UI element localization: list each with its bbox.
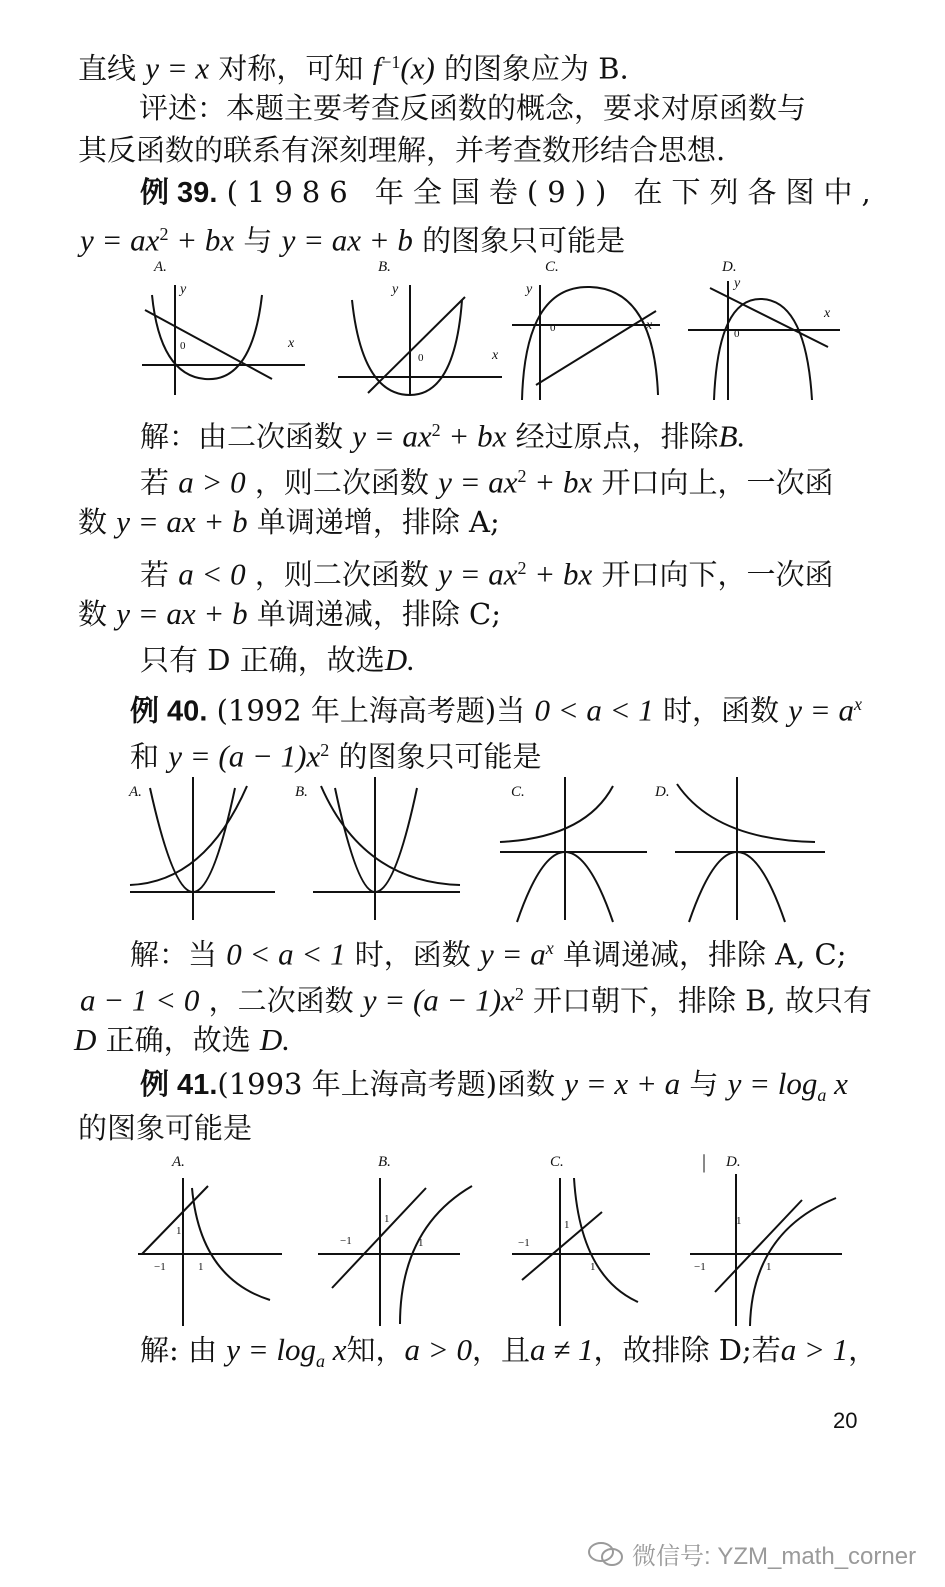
math: y = ax (438, 464, 518, 500)
text-run: 开口向上，一次函 (601, 465, 834, 500)
text-run: 解：由二次函数 (140, 419, 344, 454)
math: y = ax (438, 556, 518, 592)
cursor-mark: | (702, 1151, 707, 1173)
panel-label: A. (154, 259, 167, 275)
log-curve (750, 1198, 836, 1326)
x-label: x (288, 336, 295, 351)
text-run: 单调递减，排除 C; (256, 597, 501, 631)
figure-39 (130, 255, 850, 405)
math-sup: 2 (517, 558, 527, 578)
math-sup: 2 (517, 466, 527, 486)
exponential-curve (321, 786, 460, 885)
figure-41-b (318, 1154, 472, 1326)
figure-39-d (688, 259, 840, 400)
example-source: (1993 年上海高考题)函数 (217, 1067, 556, 1101)
math: a > 1 (780, 1332, 849, 1367)
math: y = (a − 1)x (168, 738, 321, 774)
math: a < 0 (178, 556, 246, 592)
math: 0 < a < 1 (226, 936, 346, 972)
math: D (74, 1022, 97, 1057)
math: + bx (440, 418, 507, 454)
figure-40-d (654, 777, 825, 922)
panel-label: B. (295, 784, 308, 800)
parabola (352, 300, 462, 395)
log-curve (574, 1178, 638, 1302)
tick-1-x: 1 (766, 1261, 772, 1273)
panel-label: C. (545, 259, 559, 275)
x-label: x (646, 318, 653, 333)
solution-40-line-1 (130, 928, 847, 975)
text-run: 对称，可知 (218, 51, 364, 86)
math: x (826, 1066, 848, 1101)
figure-41 (130, 1148, 845, 1328)
math: D. (384, 642, 415, 677)
math: B. (718, 418, 746, 454)
y-label: y (526, 282, 533, 297)
tick-neg1-x: −1 (518, 1237, 530, 1249)
text-run: 正确，故选 (105, 1023, 251, 1057)
panel-label: C. (511, 784, 525, 800)
solution-39-line-3 (78, 502, 500, 542)
math-sup: x (853, 694, 862, 714)
text-run: 知， (346, 1333, 405, 1367)
figure-41-a (138, 1154, 282, 1326)
solution-39-line-6 (140, 640, 415, 680)
text-line-2: 评述：本题主要考查反函数的概念，要求对原函数与 (139, 91, 807, 125)
origin-label: 0 (734, 328, 740, 340)
math: D. (259, 1022, 290, 1057)
figure-39-a (142, 259, 305, 395)
math: + bx (526, 464, 593, 500)
panel-label: A. (172, 1154, 185, 1170)
text-run: 只有 D 正确，故选 (140, 643, 385, 677)
math: 0 < a < 1 (534, 692, 654, 728)
example-label: 例 41. (140, 1069, 218, 1101)
x-label: x (492, 348, 499, 363)
tick-1-y: 1 (736, 1215, 742, 1227)
example-source: (1986 年全国卷(9)) 在下列各图中, (226, 175, 880, 209)
math: y = log (727, 1066, 818, 1101)
math: + bx (168, 222, 235, 258)
text-run: 的图象应为 B. (444, 51, 629, 86)
text-run: 若 (140, 465, 170, 500)
math-sub: a (316, 1350, 326, 1371)
origin-label: 0 (418, 352, 424, 364)
figure-39-b (338, 259, 502, 395)
math: y = ax + b (116, 596, 248, 631)
math-sup: −1 (381, 52, 401, 72)
panel-label: B. (378, 259, 391, 275)
text-run: 时，函数 (663, 693, 780, 728)
text-run: 单调递减，排除 A, C; (562, 937, 847, 972)
text-run: ，则二次函数 (254, 465, 429, 500)
figure-40 (125, 772, 830, 927)
y-label: y (392, 282, 399, 297)
math: y = log (226, 1332, 317, 1367)
origin-label: 0 (180, 340, 186, 352)
text-line-1 (78, 42, 629, 89)
example-41-line-2: 的图象可能是 (78, 1111, 253, 1145)
example-source: (1992 年上海高考题)当 (216, 693, 526, 728)
text-run: ，则二次函数 (254, 557, 429, 592)
example-39-heading (140, 172, 880, 213)
math-y-eq-x: y = x (145, 50, 210, 86)
tick-neg1-x: −1 (694, 1261, 706, 1273)
tick-1-y: 1 (564, 1219, 570, 1231)
exponential-curve (677, 784, 815, 842)
math: y = ax + b (116, 504, 248, 539)
panel-label: D. (726, 1154, 741, 1170)
text-run: 数 (78, 505, 108, 539)
math: y = ax (352, 418, 432, 454)
solution-39-line-4 (140, 548, 833, 595)
example-label: 例 39. (140, 177, 218, 209)
text-run: 若 (140, 557, 170, 592)
math: + bx (526, 556, 593, 592)
example-40-heading (130, 684, 862, 732)
figure-40-a (128, 777, 275, 920)
solution-40-line-3 (74, 1020, 290, 1060)
math: y = ax (80, 222, 160, 258)
log-curve (192, 1188, 270, 1300)
example-label: 例 40. (130, 695, 208, 728)
solution-39-line-2 (140, 456, 833, 503)
tick-neg1-x: −1 (340, 1235, 352, 1247)
tick-neg1-x: −1 (154, 1261, 166, 1273)
tick-1-y: 1 (384, 1213, 390, 1225)
text-run: 的图象只可能是 (422, 223, 626, 258)
text-run: ，二次函数 (208, 983, 354, 1018)
text-run: 时，函数 (354, 937, 471, 972)
text-run: 直线 (78, 51, 137, 86)
panel-label: B. (378, 1154, 391, 1170)
text-run: 单调递增，排除 A; (256, 505, 500, 539)
solution-40-line-2 (80, 974, 872, 1021)
math-sup: 2 (514, 984, 524, 1004)
text-run: ， (848, 1333, 878, 1367)
math: a > 0 (404, 1332, 472, 1367)
text-run: 开口朝下，排除 B, 故只有 (533, 983, 872, 1018)
parabola (152, 295, 262, 379)
text-run: 解: 由 (140, 1333, 217, 1367)
page-number: 20 (833, 1408, 858, 1433)
example-39-line-2 (80, 214, 625, 261)
math: y = a (480, 936, 546, 972)
x-label: x (824, 306, 831, 321)
text-run: 数 (78, 597, 108, 631)
figure-40-c (500, 777, 647, 922)
text-run: 开口向下，一次函 (601, 557, 834, 592)
math: x (325, 1332, 347, 1367)
origin-label: 0 (550, 322, 556, 334)
text-run: 解：当 (130, 937, 218, 972)
text-run: 的图象只可能是 (338, 739, 542, 774)
watermark (586, 1536, 916, 1571)
watermark-text: 微信号: YZM_math_corner (632, 1543, 917, 1570)
figure-41-c (512, 1154, 650, 1326)
parabola (522, 287, 658, 400)
panel-label: D. (722, 259, 737, 275)
math-x: (x) (400, 50, 435, 86)
math: y = (a − 1)x (362, 982, 515, 1018)
math: a > 0 (178, 464, 246, 500)
math-sub: a (817, 1084, 827, 1105)
math: a ≠ 1 (529, 1332, 594, 1367)
text-run: 和 (130, 739, 160, 774)
text-run: 与 (243, 223, 273, 258)
solution-41-line-1 (140, 1330, 877, 1381)
panel-label: D. (655, 784, 670, 800)
text-run: 经过原点，排除 (515, 419, 719, 454)
wechat-icon (586, 1540, 626, 1568)
tick-1-x: 1 (198, 1261, 204, 1273)
solution-39-line-1 (140, 410, 745, 457)
math: y = a (788, 692, 854, 728)
math: a − 1 < 0 (80, 982, 200, 1018)
text-run: 与 (689, 1067, 719, 1101)
figure-39-c (512, 259, 660, 400)
tick-1-x: 1 (418, 1237, 424, 1249)
example-40-line-2 (130, 730, 541, 777)
text-run: ，故排除 D;若 (593, 1333, 781, 1367)
figure-41-d (690, 1151, 842, 1326)
math-sup: 2 (320, 740, 330, 760)
y-label: y (180, 282, 187, 297)
math: y = ax + b (281, 222, 413, 258)
text-line-3: 其反函数的联系有深刻理解，并考查数形结合思想. (78, 133, 726, 167)
panel-label: A. (129, 784, 142, 800)
y-label: y (734, 276, 741, 291)
line (368, 297, 465, 393)
tick-1-y: 1 (176, 1225, 182, 1237)
exponential-curve (130, 786, 247, 885)
panel-label: C. (550, 1154, 564, 1170)
math-f: f (372, 50, 382, 86)
text-run: ，且 (471, 1333, 530, 1367)
math: y = x + a (564, 1066, 681, 1101)
math-sup: x (545, 938, 554, 958)
math-sup: 2 (159, 224, 169, 244)
tick-1-x: 1 (590, 1261, 596, 1273)
figure-40-b (295, 777, 460, 920)
solution-39-line-5 (78, 594, 501, 634)
math-sup: 2 (431, 420, 441, 440)
